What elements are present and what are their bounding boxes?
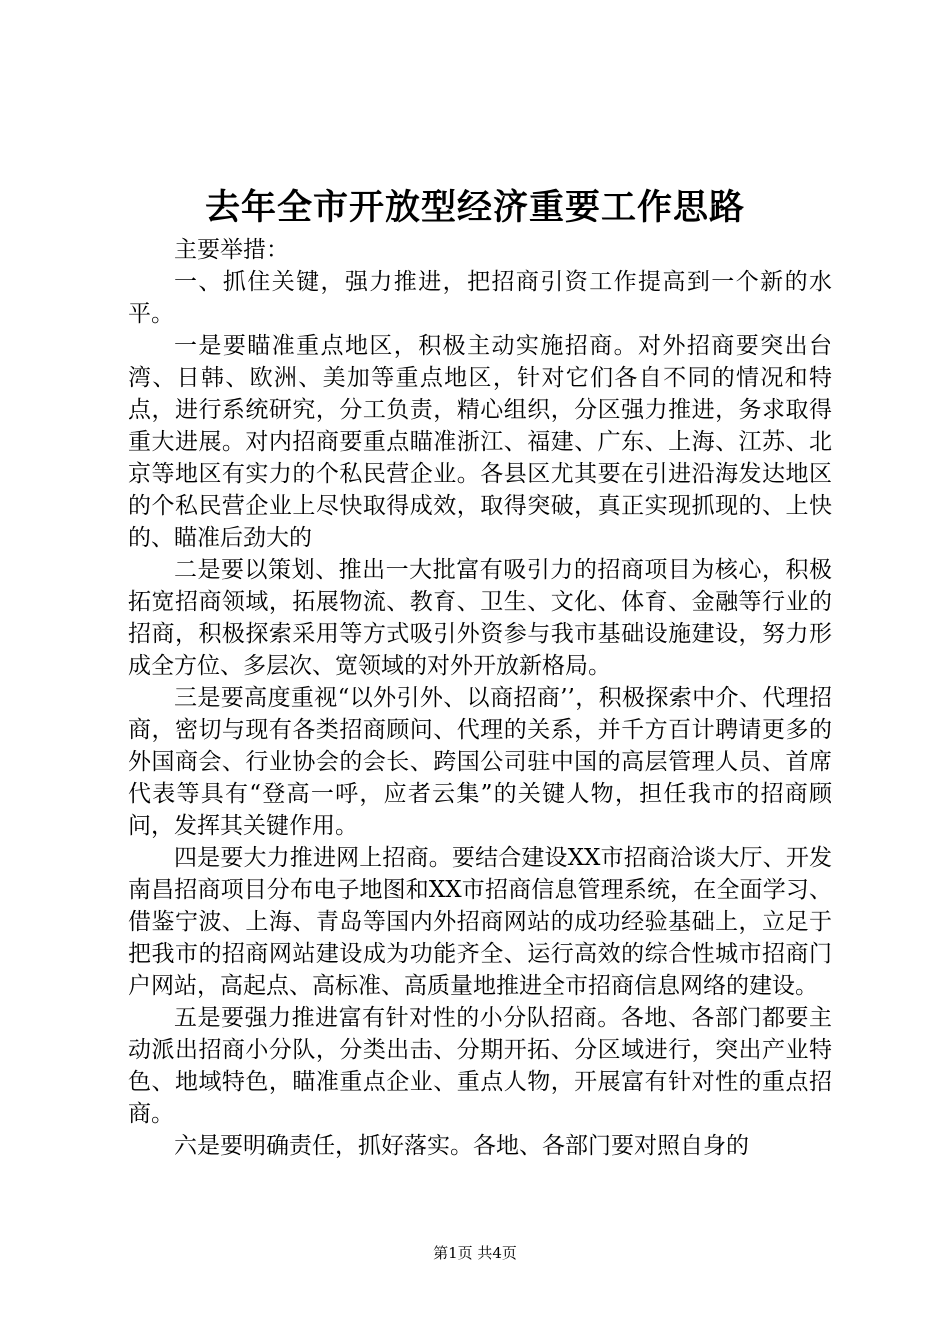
paragraph: 一、抓住关键，强力推进，把招商引资工作提高到一个新的水平。 <box>128 269 832 327</box>
document-title: 去年全市开放型经济重要工作思路 <box>204 187 745 228</box>
paragraph: 一是要瞄准重点地区，积极主动实施招商。对外招商要突出台湾、日韩、欧洲、美加等重点地区，针对它们各自不同的情况和特点，进行系统研究，分工负责，精心组织，分区强力推进，务求取得重大进展。对内招商要重点瞄准浙江、福建、广东、上海、江苏、北京等地区有实力的个私民营企业。各县区尤其要在引进沿海发达地区的个私民营企业上尽快取得成效，取得突破，真正实现抓现的、上快的、瞄准后劲大的 <box>128 333 832 551</box>
paragraph: 六是要明确责任，抓好落实。各地、各部门要对照自身的 <box>174 1133 749 1159</box>
paragraph: 四是要大力推进网上招商。要结合建设XX市招商洽谈大厅、开发南昌招商项目分布电子地图和XX市招商信息管理系统，在全面学习、借鉴宁波、上海、青岛等国内外招商网站的成功经验基础上，立足于把我市的招商网站建设成为功能齐全、运行高效的综合性城市招商门户网站，高起点、高标准、高质量地推进全市招商信息网络的建设。 <box>128 845 832 999</box>
paragraph: 二是要以策划、推出一大批富有吸引力的招商项目为核心，积极拓宽招商领域，拓展物流、教育、卫生、文化、体育、金融等行业的招商，积极探索采用等方式吸引外资参与我市基础设施建设，努力形成全方位、多层次、宽领域的对外开放新格局。 <box>128 557 832 679</box>
paragraph: 主要举措： <box>174 237 289 263</box>
paragraph: 五是要强力推进富有针对性的小分队招商。各地、各部门都要主动派出招商小分队，分类出击、分期开拓、分区域进行，突出产业特色、地域特色，瞄准重点企业、重点人物，开展富有针对性的重点招商。 <box>128 1005 832 1127</box>
paragraph: 三是要高度重视“以外引外、以商招商’’，积极探索中介、代理招商，密切与现有各类招商顾问、代理的关系，并千方百计聘请更多的外国商会、行业协会的会长、跨国公司驻中国的高层管理人员、首席代表等具有“登高一呼，应者云集”的关键人物，担任我市的招商顾问，发挥其关键作用。 <box>128 685 832 839</box>
page-footer: 第1页 共4页 <box>433 1244 517 1262</box>
document-body <box>128 234 832 1162</box>
